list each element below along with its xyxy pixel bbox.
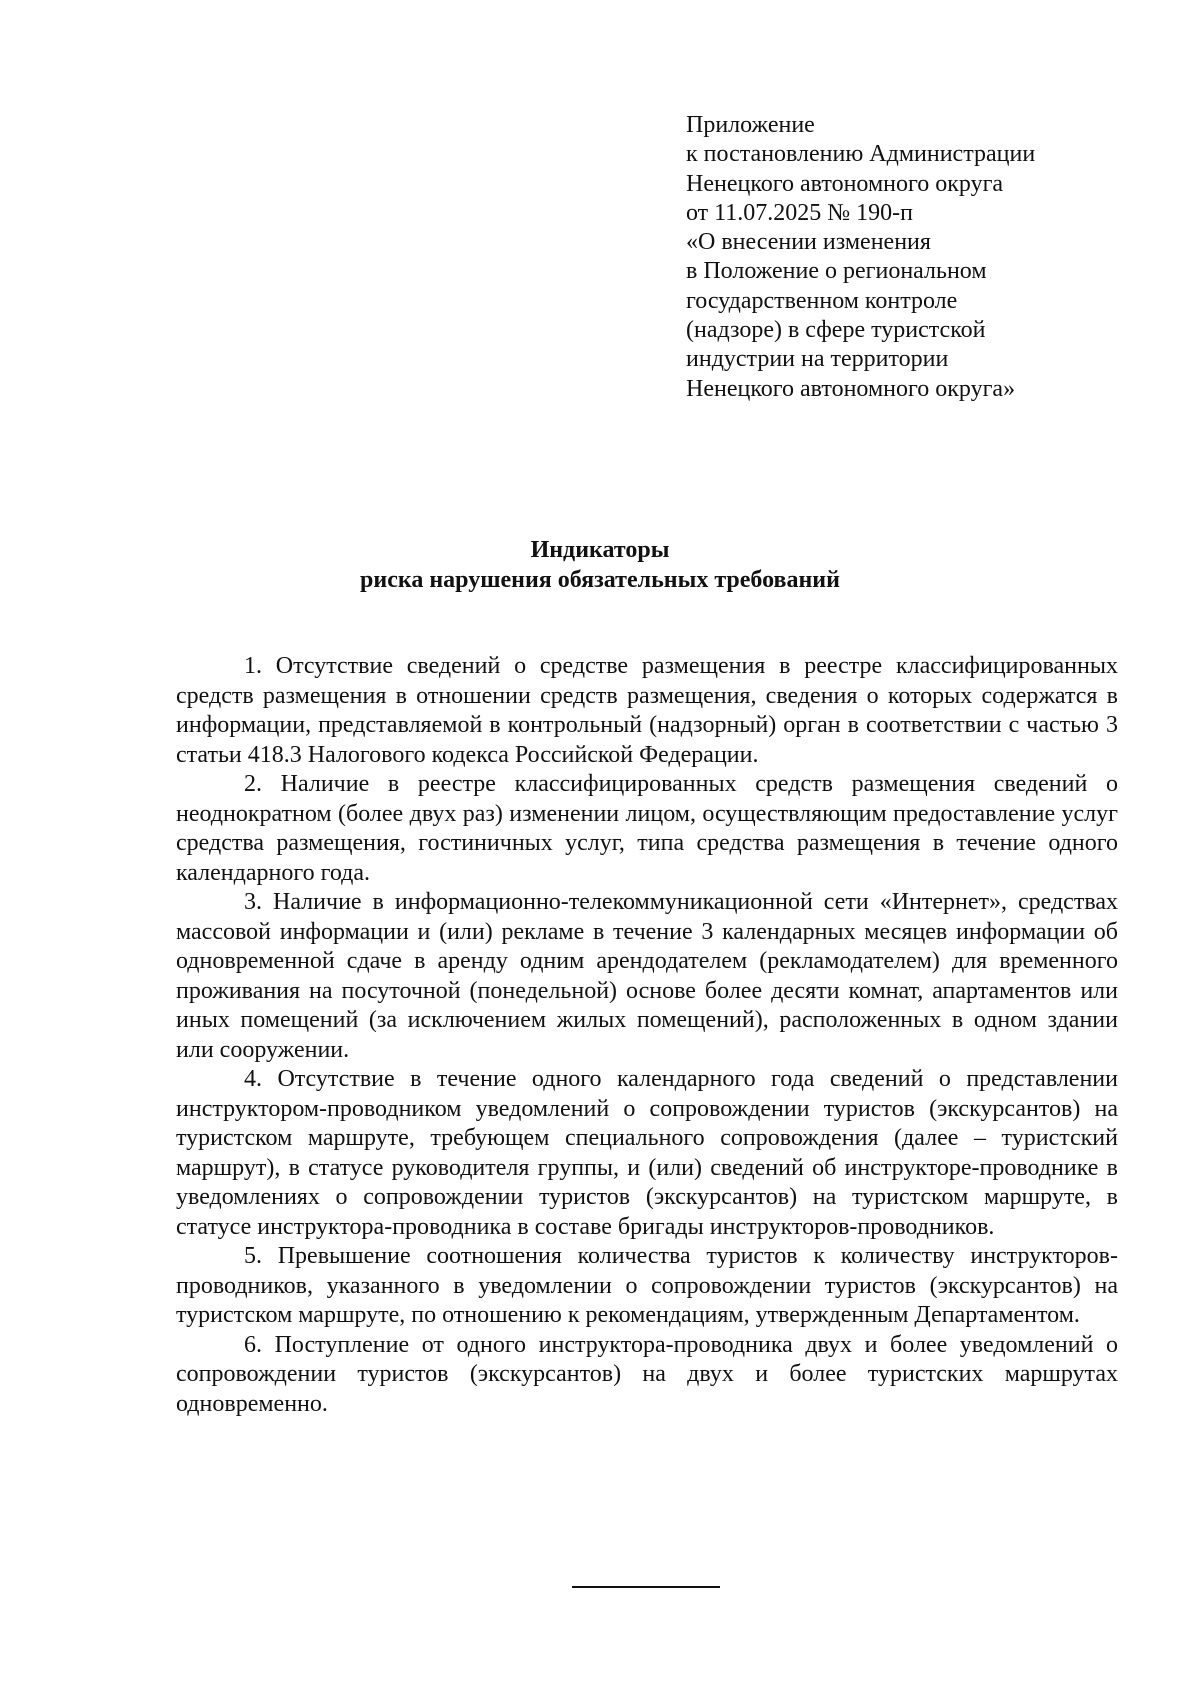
indicator-item-1: 1. Отсутствие сведений о средстве размещения в реестре классифицированных средств размещения в отношении средств размещения, сведения о которых содержатся в информации, представляемой в контрольный (надзорный) орган в соответствии с частью 3 статьи 418.3 Налогового кодекса Российской Федерации. [176, 653, 1118, 768]
indicator-item-6: 6. Поступление от одного инструктора-проводника двух и более уведомлений о сопровождении туристов (экскурсантов) на двух и более туристских маршрутах одновременно. [176, 1331, 1118, 1417]
indicator-item-2: 2. Наличие в реестре классифицированных средств размещения сведений о неоднократном (более двух раз) изменении лицом, осуществляющим предоставление услуг средства размещения, гостиничных услуг, типа средства размещения в течение одного календарного года. [176, 771, 1118, 886]
title-line-2: риска нарушения обязательных требований [360, 567, 840, 593]
annex-header [686, 111, 1156, 404]
indicator-item-3: 3. Наличие в информационно-телекоммуникационной сети «Интернет», средствах массовой информации и (или) рекламе в течение 3 календарных месяцев информации об одновременной сдаче в аренду одним арендодателем (рекламодателем) для временного проживания на посуточной (понедельной) основе более десяти комнат, апартаментов или иных помещений (за исключением жилых помещений), расположенных в одном здании или сооружении. [176, 889, 1118, 1063]
annex-line: «О внесении изменения [686, 229, 931, 256]
annex-line: Приложение [686, 112, 815, 138]
title-line-1: Индикаторы [530, 537, 670, 563]
annex-line: Ненецкого автономного округа» [686, 375, 1016, 402]
annex-line: индустрии на территории [686, 346, 949, 373]
annex-line: Ненецкого автономного округа [686, 170, 1004, 197]
indicator-item-5: 5. Превышение соотношения количества туристов к количеству инструкторов-проводников, указанного в уведомлении о сопровождении туристов (экскурсантов) на туристском маршруте, по отношению к рекомендациям, утвержденным Департаментом. [176, 1243, 1118, 1328]
annex-line: к постановлению Администрации [686, 141, 1036, 168]
annex-line: от 11.07.2025 № 190-п [686, 199, 914, 226]
indicator-list [176, 652, 1118, 1419]
end-divider [572, 1586, 720, 1588]
annex-line: в Положение о региональном [686, 258, 987, 285]
annex-line: (надзоре) в сфере туристской [686, 317, 986, 344]
document-title [0, 535, 1200, 595]
annex-line: государственном контроле [686, 287, 958, 314]
indicator-item-4: 4. Отсутствие в течение одного календарного года сведений о представлении инструктором-проводником уведомлений о сопровождении туристов (экскурсантов) на туристском маршруте, требующем специального сопровождения (далее – туристский маршрут), в статусе руководителя группы, и (или) сведений об инструкторе-проводнике в уведомлениях о сопровождении туристов (экскурсантов) на туристском маршруте, в статусе инструктора-проводника в составе бригады инструкторов-проводников. [176, 1066, 1118, 1240]
